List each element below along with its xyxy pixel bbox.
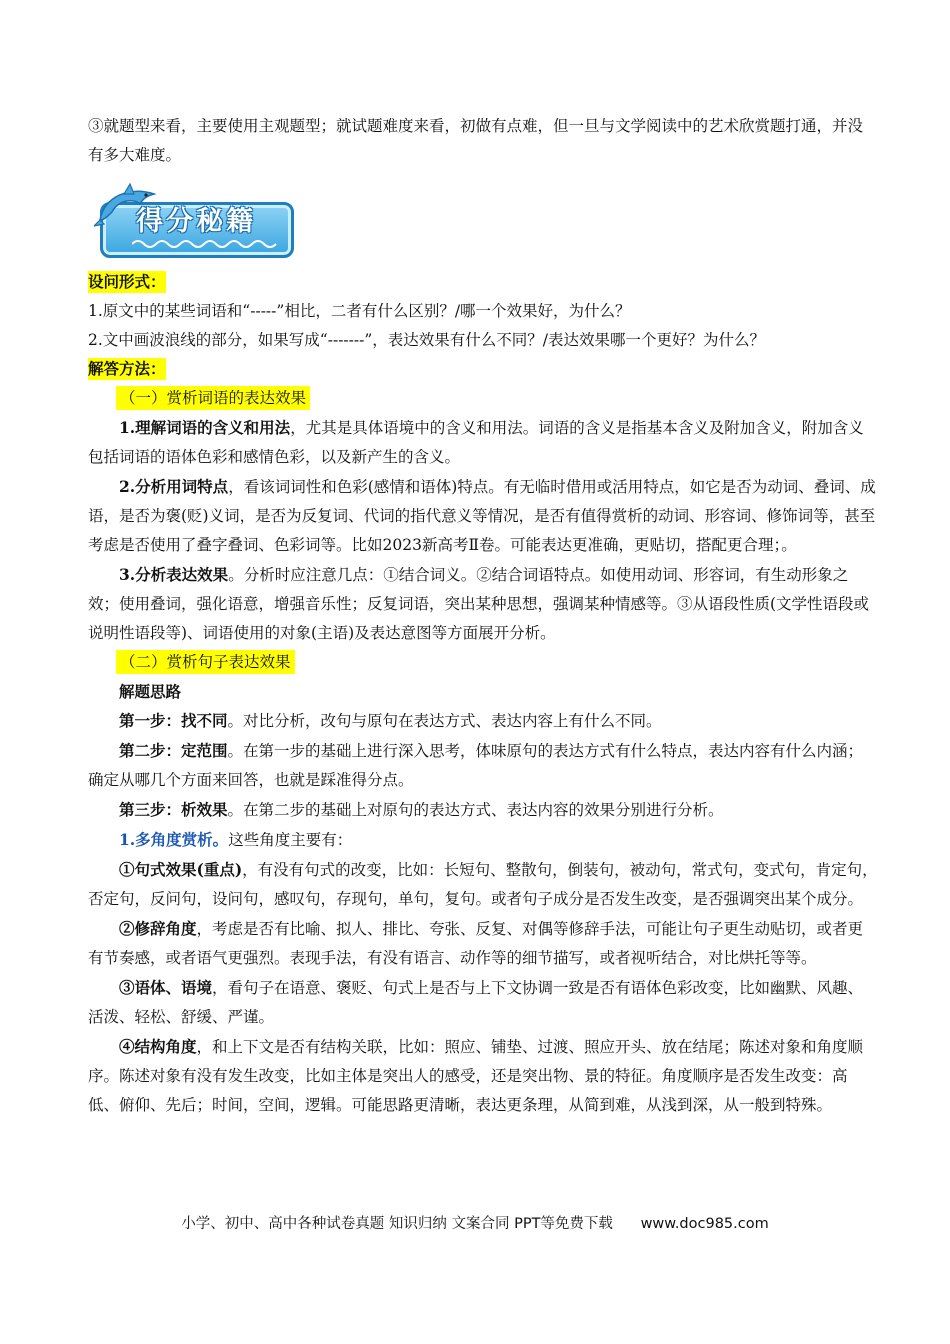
angle1-heading: ①句式效果(重点) — [119, 860, 243, 879]
section2-title: （二）赏析句子表达效果 — [116, 650, 295, 674]
question-form-item-1: 1.原文中的某些词语和“-----”相比，二者有什么区别？/哪一个效果好，为什么？ — [88, 302, 631, 320]
page-footer — [0, 1212, 950, 1233]
footer-link[interactable]: www.doc985.com — [640, 1216, 769, 1232]
step-2 — [88, 736, 878, 795]
wave-icon — [132, 238, 282, 250]
step2-text: 。在第一步的基础上进行深入思考，体味原句的表达方式有什么特点，表达内容有什么内涵；确定从哪几个方面来回答，也就是踩准得分点。 — [88, 742, 864, 789]
score-tips-banner — [92, 182, 292, 260]
multi-angle — [88, 825, 878, 855]
banner-title: 得分秘籍 — [136, 206, 256, 237]
angle2-heading: ②修辞角度 — [119, 919, 197, 938]
angle3-text: ，看句子在语意、褒贬、句式上是否与上下文协调一致是否有语体色彩改变，比如幽默、风趣、活泼、轻松、舒缓、严谨。 — [88, 979, 864, 1026]
step2-heading: 第二步：定范围 — [119, 741, 228, 760]
p2-heading: 2.分析用词特点 — [119, 477, 229, 496]
step-1 — [88, 706, 878, 736]
p1-text: ，尤其是具体语境中的含义和用法。词语的含义是指基本含义及附加含义，附加含义包括词语的语体色彩和感情色彩，以及新产生的含义。 — [88, 419, 864, 466]
p2-text: ，看该词词性和色彩(感情和语体)特点。有无临时借用或活用特点，如它是否为动词、叠词、成语，是否为褒(贬)义词，是否为反复词、代词的指代意义等情况，是否有值得赏析的动词、形容词、修饰词等，甚至考虑是否使用了叠字叠词、色彩词等。比如2023新高考Ⅱ卷。可能表达更准确，更贴切，搭配更合理；。 — [88, 478, 876, 554]
angle4-heading: ④结构角度 — [119, 1037, 197, 1056]
angle-4 — [88, 1032, 878, 1120]
step1-heading: 第一步：找不同 — [119, 711, 228, 730]
angle1-text: ，有没有句式的改变，比如：长短句、整散句，倒装句，被动句，常式句，变式句，肯定句，否定句，反问句，设问句，感叹句，存现句，单句，复句。或者句子成分是否发生改变，是否强调突出某个成分。 — [88, 861, 878, 908]
angle-2 — [88, 914, 878, 973]
question-form-label: 设问形式： — [88, 272, 166, 291]
p1-heading: 1.理解词语的含义和用法 — [119, 418, 291, 437]
footer-text: 小学、初中、高中各种试卷真题 知识归纳 文案合同 PPT等免费下载 — [181, 1216, 613, 1232]
question-form-item-2: 2.文中画波浪线的部分，如果写成“-------”，表达效果有什么不同？/表达效果哪一个更好？为什么？ — [88, 331, 766, 349]
step-3 — [88, 795, 878, 825]
angle4-text: ，和上下文是否有结构关联，比如：照应、铺垫、过渡、照应开头、放在结尾；陈述对象和角度顺序。陈述对象有没有发生改变，比如主体是突出人的感受，还是突出物、景的特征。角度顺序是否发生改变：高低、俯仰、先后；时间，空间，逻辑。可能思路更清晰，表达更条理，从简到难，从浅到深，从一般到特殊。 — [88, 1038, 864, 1114]
step1-text: 。对比分析，改句与原句在表达方式、表达内容上有什么不同。 — [227, 712, 662, 730]
section1-title: （一）赏析词语的表达效果 — [116, 386, 310, 410]
intro-paragraph: ③就题型来看，主要使用主观题型；就试题难度来看，初做有点难，但一旦与文学阅读中的艺术欣赏题打通，并没有多大难度。 — [88, 117, 864, 164]
section1-paragraph-2 — [88, 472, 878, 560]
section1-paragraph-1 — [88, 413, 878, 472]
step3-text: 。在第二步的基础上对原句的表达方式、表达内容的效果分别进行分析。 — [227, 801, 724, 819]
angle2-text: ，考虑是否有比喻、拟人、排比、夸张、反复、对偶等修辞手法，可能让句子更生动贴切，或者更有节奏感，或者语气更强烈。表现手法，有没有语言、动作等的细节描写，或者视听结合，对比烘托等等。 — [88, 920, 864, 967]
p3-heading: 3.分析表达效果 — [119, 565, 229, 584]
angle-3 — [88, 973, 878, 1032]
multi-angle-heading: 1.多角度赏析。 — [119, 830, 229, 849]
approach-heading: 解题思路 — [119, 682, 182, 701]
multi-angle-text: 这些角度主要有： — [228, 831, 353, 849]
angle-1 — [88, 855, 878, 914]
step3-heading: 第三步：析效果 — [119, 800, 228, 819]
method-label: 解答方法： — [88, 359, 166, 378]
p3-text: 。分析时应注意几点：①结合词义。②结合词语特点。如使用动词、形容词，有生动形象之效；使用叠词，强化语意，增强音乐性；反复词语，突出某种思想，强调某种情感等。③从语段性质(文学性语段或说明性语段等)、词语使用的对象(主语)及表达意图等方面展开分析。 — [88, 566, 870, 642]
section1-paragraph-3 — [88, 560, 878, 648]
document-body — [88, 112, 878, 1120]
angle3-heading: ③语体、语境 — [119, 978, 213, 997]
